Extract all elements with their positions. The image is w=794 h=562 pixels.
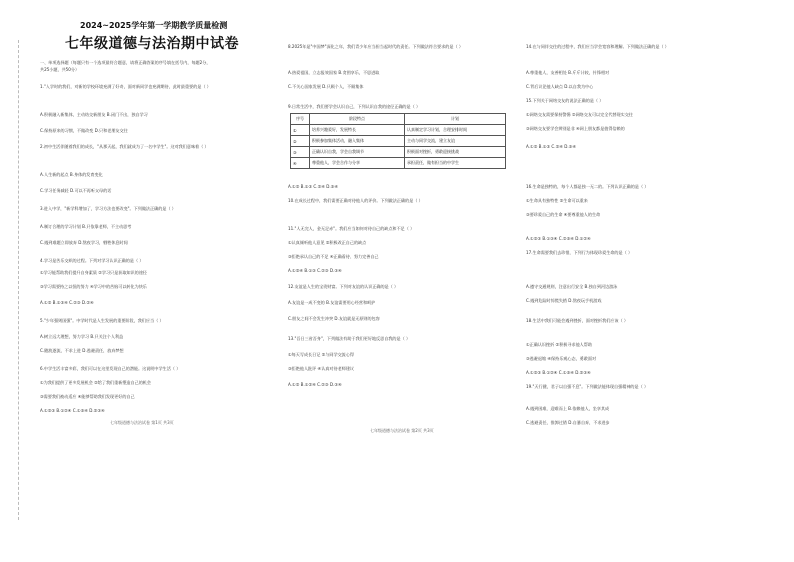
table-row [291, 125, 506, 136]
question-line: A.①②④ B.①③ C.②③ D.③④ [288, 268, 342, 273]
exam-title-line2: 七年级道德与法治期中试卷 [65, 36, 239, 52]
question-line: 2.初中生活伴随着我们的成长，"从那天起，我们就成为了一名中学生"。这对我们意味着（ ） [40, 144, 209, 149]
question-line: 一、单项选择题（每题只有一个选项最符合题意，请将正确答案的序号填在括号内，每题2分， [40, 60, 211, 65]
question-line: ①为我们提供了更多发展机会 ②给了我们重新塑造自己的机会 [40, 380, 151, 385]
question-line: ③需要我们被动适应 ④能够帮助我们发现更好的自己 [40, 394, 135, 399]
table-cell: 主动与同学交流，建立友谊 [405, 136, 506, 147]
question-line: C.保持原来的习惯，不做改变 D.只和老朋友交往 [40, 128, 128, 133]
table-header: 计划 [405, 114, 506, 125]
column-2 [288, 0, 516, 562]
question-line: 6.中学生活丰富多彩，我们可以在这里发现自己的潜能。这说明中学生活（ ） [40, 366, 181, 371]
page-footer-2: 七年级道德与法治试卷 第2页 共3页 [370, 428, 434, 433]
question-line: 10.在成长过程中，我们需要正确对待他人的评价。下列做法正确的是（ ） [288, 198, 423, 203]
question-line: ③网络交友要学会辨别是非 ④网上朋友都是值得信赖的 [526, 126, 625, 131]
question-line: ①认真倾听他人意见 ②积极改正自己的缺点 [288, 240, 367, 245]
binding-margin-line [18, 40, 19, 520]
question-line: C.遇到难题立即放弃 D.熬夜学习，牺牲休息时间 [40, 240, 128, 245]
question-line: 9.日常生活中，我们要学会认识自己，下列认识自我的途径正确的是（ ） [288, 104, 421, 109]
question-line: 13."吾日三省吾身"，下列做法有助于我们更好地反思自我的是（ ） [288, 336, 411, 341]
question-line: ①正确认识挫折 ②积极寻求他人帮助 [526, 342, 592, 347]
question-line: A.①②③ B.①②④ C.①③④ D.②③④ [40, 408, 105, 413]
table-cell: ② [291, 136, 310, 147]
exam-title-line1: 2024~2025学年第一学期教学质量检测 [80, 21, 228, 30]
question-line: A.制订合理的学习计划 B.只依靠老师，不主动思考 [40, 224, 132, 229]
question-line: 4.学习是苦乐交织的过程。下列对学习认识正确的是（ ） [40, 258, 144, 263]
question-line: A.人生新的起点 B.身体的发育变化 [40, 172, 103, 177]
table-cell: ① [291, 125, 310, 136]
question-line: 3.进入中学，"新学科增加了，学习方法也要改变"。下列做法正确的是（ ） [40, 206, 176, 211]
table-cell: ④ [291, 158, 310, 169]
question-line: A.①② B.①③ C.②④ D.③④ [288, 184, 339, 189]
question-line: A.①②③ B.①③④ C.②③④ D.①②④ [526, 236, 591, 241]
question-line: C.朋友之间不会发生冲突 D.友谊就是无原则的包容 [288, 316, 380, 321]
table-cell: 承担责任，做有担当的中学生 [405, 158, 506, 169]
table-cell: 培养兴趣爱好，发展特长 [310, 125, 405, 136]
table-cell: 尊重他人，学会合作与分享 [310, 158, 405, 169]
question-line: ③拒绝他人批评 ④认真对待老师建议 [288, 366, 354, 371]
question-line: ①生命具有独特性 ②生命可以重来 [526, 198, 588, 203]
question-line: 16.生命是独特的，每个人都是独一无二的。下列认识正确的是（ ） [526, 184, 649, 189]
question-line: ③学习需要持之以恒的努力 ④学习中的苦恼可以转化为快乐 [40, 284, 147, 289]
question-line: 18.生活中我们可能会遇到挫折，面对挫折我们应该（ ） [526, 318, 628, 323]
question-line: 11."人无完人，金无足赤"。我们应当如何对待自己的缺点和不足（ ） [288, 226, 415, 231]
question-line: C.随波逐流，不求上进 D.逃避责任，放弃梦想 [40, 348, 124, 353]
question-line: A.①② B.①③④ C.②③ D.②④ [40, 300, 94, 305]
table-row [291, 136, 506, 147]
question-line: ①每天写成长日记 ②与同学交流心得 [288, 352, 354, 357]
question-line: A.树立远大理想，努力学习 B.只关注个人利益 [40, 334, 124, 339]
question-line: A.遇到困难，迎难而上 B.依赖他人，坐享其成 [526, 406, 610, 411]
question-line: ③拒绝承认自己的不足 ④正确看待、努力完善自己 [288, 254, 379, 259]
table-header-row [291, 114, 506, 125]
question-line: 5."少年强则国强"。中学时代是人生发展的重要阶段，我们应当（ ） [40, 318, 164, 323]
question-line: 15.下列关于网络交友的说法正确的是（ ） [526, 98, 604, 103]
question-line: A.热爱祖国，立志报效国家 B.贪图享乐，不思进取 [288, 70, 380, 75]
question-line: C.不关心国家发展 D.只顾个人，不顾集体 [288, 84, 364, 89]
question-line: ③逃避退缩 ④保持乐观心态，勇敢面对 [526, 356, 597, 361]
table-row [291, 147, 506, 158]
question-line: C.逃避责任，推卸过错 D.自暴自弃，不求进步 [526, 420, 610, 425]
question-line: 8.2025年是"中国梦"深化之年，我们青少年应当担当起时代的责任。下列做法符合要求的是（ ） [288, 44, 463, 49]
table-cell: ③ [291, 147, 310, 158]
table-cell: 正确认识自我，学会自我调节 [310, 147, 405, 158]
question-line: C.学习任务减轻 D.可以不再听父母的话 [40, 188, 112, 193]
column-1 [40, 0, 272, 562]
question-line: ①网络交友需要保持警惕 ②网络交友可以完全代替现实交往 [526, 112, 633, 117]
question-line: ①学习能帮助我们提升自身素质 ②学习只是获取知识的途径 [40, 270, 147, 275]
table-row [291, 158, 506, 169]
table-header: 阶段特点 [310, 114, 405, 125]
page-footer-1: 七年级道德与法治试卷 第1页 共3页 [110, 420, 174, 425]
question-line: C.遇到危险时惊慌失措 D.熬夜玩手机游戏 [526, 298, 602, 303]
question-line: C.背后议论他人缺点 D.以自我为中心 [526, 84, 594, 89]
table-cell: 积极面对挫折，勇敢迎接挑战 [405, 147, 506, 158]
question-line: ③要珍爱自己的生命 ④要尊重他人的生命 [526, 212, 601, 217]
question-line: A.①② B.①③ C.②④ D.③④ [526, 144, 577, 149]
table-cell: 认真制定学习计划，合理安排时间 [405, 125, 506, 136]
column-3 [526, 0, 758, 562]
question-line: 17.生命需要我们去珍惜，下列行为体现珍爱生命的是（ ） [526, 250, 633, 255]
question-line: A.①②③ B.①②④ C.①③④ D.②③④ [526, 370, 591, 375]
question-line: A.积极融入新集体，主动结交新朋友 B.闭门不出，独自学习 [40, 112, 148, 117]
question-line: 12.友谊是人生的宝贵财富。下列对友谊的认识正确的是（ ） [288, 284, 399, 289]
table-header: 序号 [291, 114, 310, 125]
question-line: 1."入学时的我们，对新的学校环境充满了好奇，面对新同学也充满期待，此时最重要的是（ ） [40, 84, 211, 89]
question-line: 共25小题，共50分） [40, 67, 80, 72]
question-line: 19."天行健，君子以自强不息"。下列做法能体现自强精神的是（ ） [526, 384, 649, 389]
question-line: A.遵守交通规则，注意出行安全 B.独自到河边游泳 [526, 284, 618, 289]
question-line: A.友谊是一成不变的 B.友谊需要用心经营和呵护 [288, 300, 376, 305]
question-line: 14.在与同伴交往的过程中，我们应当学会宽容和理解。下列做法正确的是（ ） [526, 44, 669, 49]
question-line: A.尊重他人，友善相处 B.斤斤计较，针锋相对 [526, 70, 610, 75]
table-cell: 积极参加集体活动，融入集体 [310, 136, 405, 147]
question-line: A.①② B.①②④ C.②③ D.③④ [288, 382, 342, 387]
stage-plan-table [290, 113, 506, 169]
